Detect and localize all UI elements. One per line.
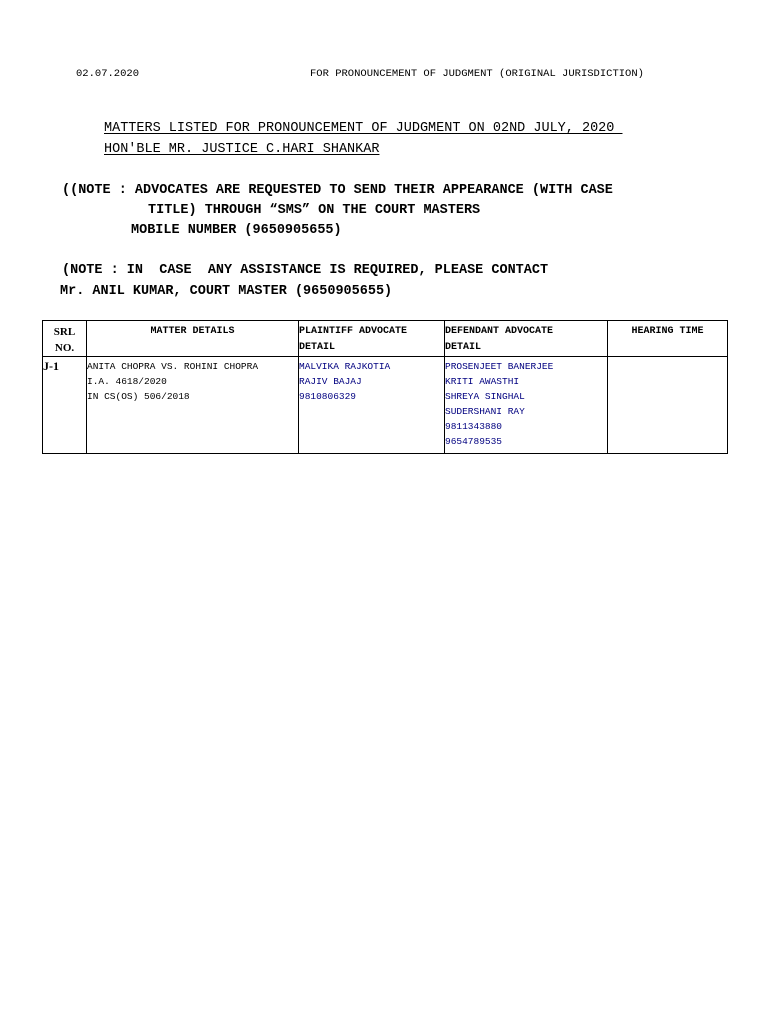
bench-title: HON'BLE MR. JUSTICE C.HARI SHANKAR (104, 142, 380, 157)
defendant-advocate-phone: 9654789535 (445, 436, 503, 447)
row-hearing-time (608, 357, 728, 454)
header-plaintiff-advocate: PLAINTIFF ADVOCATE DETAIL (299, 321, 445, 357)
note-contact-line-2: Mr. ANIL KUMAR, COURT MASTER (9650905655) (60, 284, 393, 299)
document-heading: FOR PRONOUNCEMENT OF JUDGMENT (ORIGINAL JURISDICTION) (310, 68, 644, 80)
row-defendant-advocates (445, 357, 608, 454)
matters-table (42, 320, 728, 454)
plaintiff-advocate-name: MALVIKA RAJKOTIA (299, 361, 391, 372)
defendant-advocate-name: SHREYA SINGHAL (445, 391, 525, 402)
table-header-row (43, 321, 728, 357)
defendant-advocate-phone: 9811343880 (445, 421, 503, 432)
document-date: 02.07.2020 (76, 68, 140, 80)
table-row (43, 357, 728, 454)
plaintiff-advocate-name: RAJIV BAJAJ (299, 376, 362, 387)
defendant-advocate-name: KRITI AWASTHI (445, 376, 520, 387)
defendant-advocate-name: SUDERSHANI RAY (445, 406, 525, 417)
header-defendant-advocate: DEFENDANT ADVOCATE DETAIL (445, 321, 608, 357)
note-sms-line-2: TITLE) THROUGH “SMS” ON THE COURT MASTERS (148, 203, 481, 218)
header-matter-details: MATTER DETAILS (87, 321, 299, 357)
row-matter-details (87, 357, 299, 454)
header-srl-no: SRL NO. (43, 321, 87, 357)
matter-suit-number: IN CS(OS) 506/2018 (87, 391, 190, 402)
matter-application: I.A. 4618/2020 (87, 376, 167, 387)
row-plaintiff-advocates (299, 357, 445, 454)
plaintiff-advocate-phone: 9810806329 (299, 391, 357, 402)
note-sms-line-3: MOBILE NUMBER (9650905655) (131, 223, 342, 238)
matter-title: ANITA CHOPRA VS. ROHINI CHOPRA (87, 361, 259, 372)
defendant-advocate-name: PROSENJEET BANERJEE (445, 361, 554, 372)
note-sms-line-1: ((NOTE : ADVOCATES ARE REQUESTED TO SEND THEIR APPEARANCE (WITH CASE (62, 183, 613, 198)
note-contact-line-1: (NOTE : IN CASE ANY ASSISTANCE IS REQUIRED, PLEASE CONTACT (62, 263, 549, 278)
header-hearing-time: HEARING TIME (608, 321, 728, 357)
cause-list-title: MATTERS LISTED FOR PRONOUNCEMENT OF JUDGMENT ON 02ND JULY, 2020 (104, 121, 623, 136)
row-srl-no: J-1 (43, 357, 87, 454)
